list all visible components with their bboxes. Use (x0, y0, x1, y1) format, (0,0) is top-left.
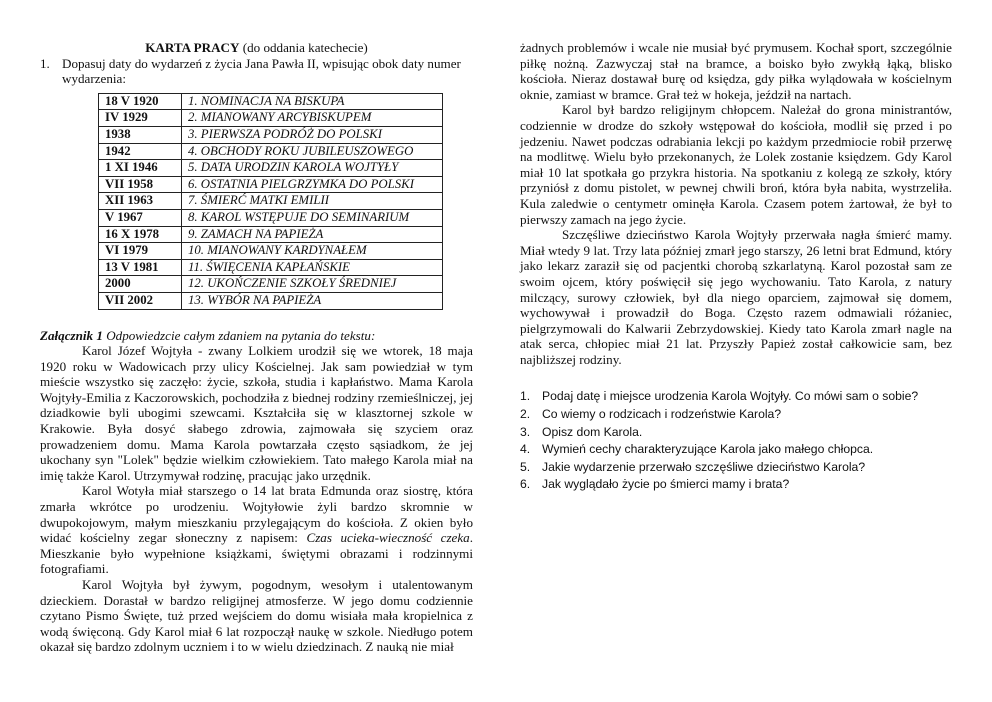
date-cell: XII 1963 (99, 193, 182, 210)
table-row (99, 143, 443, 160)
question-number: 4. (520, 442, 531, 457)
paragraph-1: Karol Józef Wojtyła - zwany Lolkiem urodził się we wtorek, 18 maja 1920 roku w Wadowicach przy ulicy Kościelnej. Jak sam powiedział w tym mieście wszystko się zaczęło: życie, szkoła, studia i kapłaństwo. Mama Karola Wojtyły-Emilia z Kaczorowskich, pochodziła z biednej rodziny rzemieślniczej, jej dziadkowie byli ubogimi szewcami. Kształciła się w klasztornej szkole w Krakowie. Była dosyć słabego zdrowia, zajmowała się szyciem oraz prowadzeniem domu. Mama Karola powtarzała często sąsiadkom, że jej ukochany syn "Lolek" będzie wielkim człowiekiem. Tato małego Karola miał na imię także Karol. Utrzymywał rodzinę, pracując jako urzędnik. (40, 343, 473, 483)
date-cell: 1 XI 1946 (99, 160, 182, 177)
event-cell: 6. OSTATNIA PIELGRZYMKA DO POLSKI (182, 176, 443, 193)
left-column (40, 40, 473, 655)
table-row (99, 110, 443, 127)
table-row (99, 292, 443, 309)
date-cell: VII 2002 (99, 292, 182, 309)
table-row (99, 193, 443, 210)
event-cell: 11. ŚWIĘCENIA KAPŁAŃSKIE (182, 259, 443, 276)
question-item (520, 406, 952, 424)
title-rest: (do oddania katechecie) (239, 40, 368, 55)
date-cell: 1942 (99, 143, 182, 160)
event-cell: 4. OBCHODY ROKU JUBILEUSZOWEGO (182, 143, 443, 160)
event-cell: 1. NOMINACJA NA BISKUPA (182, 93, 443, 110)
paragraph-2 (40, 483, 473, 577)
question-text: Jak wyglądało życie po śmierci mamy i brata? (542, 477, 790, 492)
event-cell: 2. MIANOWANY ARCYBISKUPEM (182, 110, 443, 127)
title-bold: KARTA PRACY (145, 40, 240, 55)
date-cell: 18 V 1920 (99, 93, 182, 110)
question-text: Wymień cechy charakteryzujące Karola jako małego chłopca. (542, 442, 874, 457)
paragraph-3: Karol Wojtyła był żywym, pogodnym, wesołym i utalentowanym dzieckiem. Dorastał w bardzo religijnej atmosferze. W jego domu codziennie czytano Pismo Święte, tuż przed wejściem do domu wisiała mała kropielnica z wodą święconą. Gdy Karol miał 6 lat rozpoczął naukę w szkole. Niedługo potem okazał się bardzo zdolnym uczniem i to w wielu dziedzinach. Z nauką nie miał (40, 577, 473, 655)
task-text: Dopasuj daty do wydarzeń z życia Jana Pawła II, wpisując obok daty numer wydarzenia: (62, 55, 461, 87)
events-table (98, 93, 443, 310)
table-row (99, 160, 443, 177)
date-cell: 13 V 1981 (99, 259, 182, 276)
table-row (99, 176, 443, 193)
question-number: 2. (520, 407, 531, 422)
date-cell: 16 X 1978 (99, 226, 182, 243)
event-cell: 13. WYBÓR NA PAPIEŻA (182, 292, 443, 309)
question-number: 1. (520, 389, 531, 404)
paragraph-2-start: Karol Wotyła miał starszego o 14 lat brata Edmunda oraz siostrę, która zmarła wkrótce po urodzeniu. Wojtyłowie żyli bardzo skromnie w dwupokojowym, małym mieszkaniu przylegającym do kościoła. Z okien było widać kościelny zegar słoneczny z napisem: (40, 483, 473, 546)
event-cell: 3. PIERWSZA PODRÓŻ DO POLSKI (182, 126, 443, 143)
question-item (520, 476, 952, 494)
question-item (520, 459, 952, 477)
paragraph-4: Karol był bardzo religijnym chłopcem. Należał do grona ministrantów, codziennie w drodze do szkoły wstępował do kościoła, modlił się przed i po jedzeniu. Nawet podczas odrabiania lekcji po każdym przedmiocie robił przerwę na modlitwę. Wielu było przekonanych, że Lolek zostanie księdzem. Gdy Karol miał 10 lat spotkała go przykra historia. Na spotkaniu z kolegą ze szkoły, który przyniósł z domu pistolet, w pewnej chwili broń, która była nabita, wystrzeliła. Kula zaledwie o centymetr ominęła Karola. Czasem potem żartował, że był to pierwszy zamach na jego życie. (520, 102, 952, 227)
date-cell: VI 1979 (99, 243, 182, 260)
table-row (99, 243, 443, 260)
attachment-heading (40, 328, 473, 344)
table-row (99, 276, 443, 293)
table-row (99, 126, 443, 143)
question-item (520, 441, 952, 459)
date-cell: V 1967 (99, 209, 182, 226)
table-row (99, 226, 443, 243)
date-cell: 2000 (99, 276, 182, 293)
question-item (520, 424, 952, 442)
question-text: Co wiemy o rodzicach i rodzeństwie Karola? (542, 407, 782, 422)
event-cell: 5. DATA URODZIN KAROLA WOJTYŁY (182, 160, 443, 177)
task-number: 1. (40, 55, 50, 71)
date-cell: 1938 (99, 126, 182, 143)
paragraph-2-end: . Mieszkanie było wypełnione książkami, świętymi obrazami i rodzinnymi fotografiami. (40, 530, 473, 577)
table-row (99, 93, 443, 110)
table-row (99, 209, 443, 226)
paragraph-3-continued: żadnych problemów i wcale nie musiał być prymusem. Kochał sport, szczególnie piłkę nożną. Zazwyczaj stał na bramce, a boisko było zwykłą łąką, blisko kościoła. Nieraz dostawał burę od księdza, gdy piłka wylądowała w kościelnym oknie, zamiast w bramce. Grał też w hokeja, jeździł na nartach. (520, 40, 952, 102)
event-cell: 12. UKOŃCZENIE SZKOŁY ŚREDNIEJ (182, 276, 443, 293)
attachment-label: Załącznik 1 (40, 327, 103, 343)
event-cell: 7. ŚMIERĆ MATKI EMILII (182, 193, 443, 210)
sundial-quote: Czas ucieka-wieczność czeka (306, 530, 470, 546)
question-number: 3. (520, 424, 531, 439)
event-cell: 10. MIANOWANY KARDYNAŁEM (182, 243, 443, 260)
attachment-instruction: Odpowiedzcie całym zdaniem na pytania do tekstu: (102, 327, 376, 343)
question-text: Jakie wydarzenie przerwało szczęśliwe dzieciństwo Karola? (542, 459, 866, 474)
worksheet-title (40, 40, 473, 56)
paragraph-5: Szczęśliwe dzieciństwo Karola Wojtyły przerwała nagła śmierć mamy. Miał wtedy 9 lat. Trzy lata później zmarł jego starszy, 26 letni brat Edmund, który jako lekarz zaraził się od pacjentki chorobą szkarlatyną. Karol pozostał sam ze swoim ojcem, który poświęcił się jego wychowaniu. Tato Karola, z natury milczący, surowy człowiek, był dla niego oparciem, zajmował się domem, wychowywał i prowadził do Boga. Często razem odmawiali różaniec, pielgrzymowali do Kalwarii Zebrzydowskiej. Kiedy tato Karola zmarł nagle na atak serca, chłopiec miał 21 lat. Przyszły Papież został całkowicie sam, bez najbliższej rodziny. (520, 227, 952, 367)
date-cell: IV 1929 (99, 110, 182, 127)
task-instruction (40, 56, 473, 87)
event-cell: 8. KAROL WSTĘPUJE DO SEMINARIUM (182, 209, 443, 226)
right-column (520, 40, 952, 494)
question-number: 6. (520, 477, 531, 492)
question-item (520, 388, 952, 406)
event-cell: 9. ZAMACH NA PAPIEŻA (182, 226, 443, 243)
question-text: Podaj datę i miejsce urodzenia Karola Wojtyły. Co mówi sam o sobie? (542, 389, 919, 404)
table-row (99, 259, 443, 276)
date-cell: VII 1958 (99, 176, 182, 193)
question-text: Opisz dom Karola. (542, 424, 643, 439)
question-number: 5. (520, 459, 531, 474)
questions-list (520, 388, 952, 494)
